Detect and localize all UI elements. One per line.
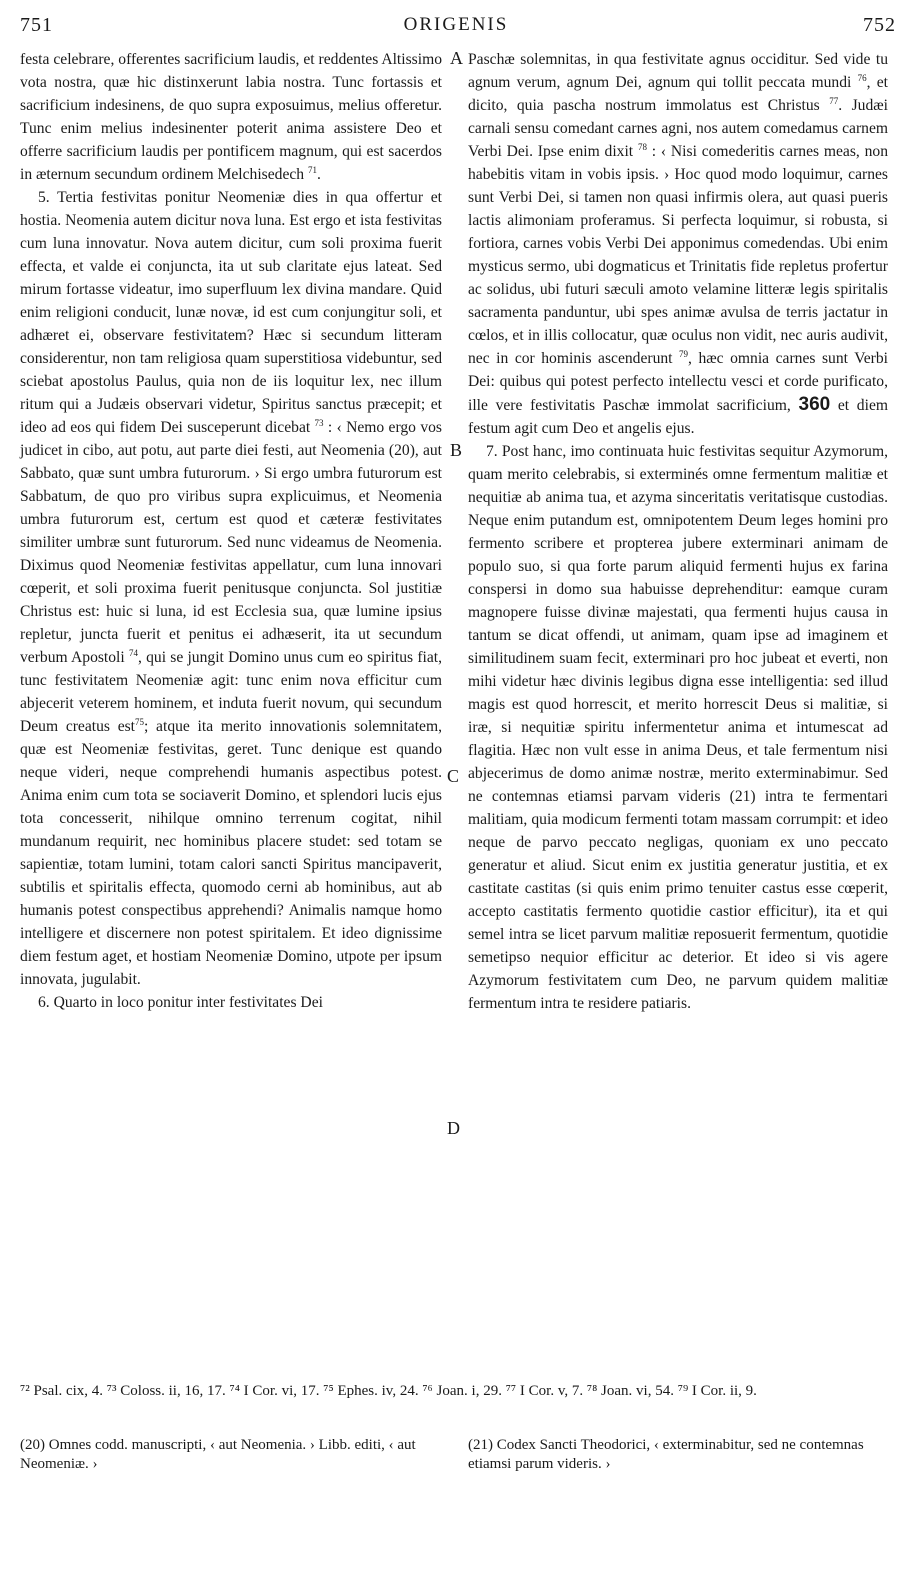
paragraph-6: 6. Quarto in loco ponitur inter festivitates Dei [38,994,323,1011]
note-21: (21) Codex Sancti Theodorici, ‹ exterminabitur, sed ne contemnas etiamsi parum videris. › [468,1437,864,1472]
footnote-ref: 76 [857,72,867,83]
column-number: 360 [798,394,831,415]
right-column [468,48,888,1015]
text-span: Paschæ solemnitas, in qua festivitate agnus occiditur. Sed vide tu agnum verum, agnum Dei, agnum qui tollit peccata mundi [468,51,888,91]
text-span: : ‹ Nemo ergo vos judicet in cibo, aut potu, aut parte diei festi, aut Neomenia (20), aut Sabbato, quæ sunt umbra futurorum. › Si ergo umbra futurorum est Sabbatum, de quo pro viribus supra explicuimus, et Neomenia umbra futurorum est, certum est quod et cæteræ festivitates similiter umbræ sunt futurorum. Sed nunc videamus de Neomenia. Diximus quod Neomeniæ festivitas appellatur, cum luna innovari cœperit, et soli proxima fuerit penitusque conjuncta. Sol justitiæ Christus est: huic si luna, id est Ecclesia sua, quæ lumine ipsius repletur, juncta fuerit et penitus ei adhæserit, ita ut secundum verbum Apostoli [20,419,442,666]
text-span: ; atque ita merito innovationis solemnitatem, quæ est Neomeniæ festivitas, geret. Tunc denique est quando neque videri, neque comprehendi humanis aspectibus potest. Anima enim cum tota se sociaverit Domino, et splendori lucis ejus tota concesserit, nihilque omnino terrenum cogitat, nihil mundanum requirit, nec hominibus placere studet: sed totam se sapientiæ, totam lumini, totam calori sancti Spiritus mancipaverit, subtilis et spiritalis effecta, quomodo cerni ab hominibus, aut ab humanis potest conspectibus apprehendi? Animalis namque homo intelligere et discernere non potest spiritalem. Et ideo dignissime diem festum aget, et hostiam Neomeniæ Domino, utpote per ipsum innovata, jugulabit. [20,718,442,988]
footnote-ref: 74 [128,647,138,658]
footnote-ref: 78 [637,141,647,152]
text-span: : ‹ Nisi comederitis carnes meas, non habebitis vitam in vobis ipsis. › Hoc quod modo loquimur, carnes sunt Verbi Dei, si tamen non quasi infirmis olera, aut quasi pueris lactis alimoniam proferamus. Si perfecta loquimur, si robusta, si fortiora, carnes vobis Verbi Dei apponimus comedendas. Ubi enim mysticus sermo, ubi dogmaticus et Trinitatis fide repletus profertur ac solidus, ubi futuri sæculi amoto velamine litteræ legis spiritalis sacramenta panduntur, ubi spes animæ avulsa de terris jactatur in cœlos, et in illis collocatur, quæ oculus non vidit, nec auris audivit, nec in cor hominis ascenderunt [468,143,889,367]
text-span: , hæc omnia carnes sunt Verbi Dei: quibus qui potest perfecto intellectu vesci et corde purificato, ille vere festivitatis Paschæ immolat sacrificium, [468,350,888,414]
margin-letter-d: D [447,1118,460,1138]
paragraph-7: 7. Post hanc, imo continuata huic festivitas sequitur Azymorum, quam merito celebrabis, si exterminés omne fermentum malitiæ et nequitiæ ab anima tua, et azyma sinceritatis veritatisque custodias. Neque enim putandum est, omnipotentem Deum leges homini pro fermento scribere et propterea jubere exterminari animam de populo suo, si qua forte parum aliquid fermenti hujus ex farina conspersi in domo sua habuisse deprehenditur: eamque curam magnopere fuisse divinæ majestati, qua fermenti hujus causa in tantum se dicat offendi, ut animam, quam ipse ad imaginem et similitudinem suam fecit, exterminari pro hoc jubeat et everti, non mihi videtur hæc divinis legibus digna esse intelligentia: sed illud magis est quod horrescit, et merito horrescit Deus si malitiæ, si iræ, si nequitiæ spiritu infermentetur anima et intumescat ad flagitia. Hæc non vult esse in anima Deus, et tale fermentum nisi abjecerimus de domo animæ nostræ, merito exterminabimur. Sed ne contemnas etiamsi parvam videris (21) intra te fermentari malitiam, quia modicum fermenti totam massam corrumpit: et ideo neque de parvo peccato negligas, quoniam ex uno peccato generatur et aliud. Sicut enim ex justitia generatur justitia, et ex castitate castitas (si quis enim primo tenuiter castus esse cœperit, accepto castitatis fermento quotidie castior efficitur), ita et qui semel intra se licet parvum malitiæ reposuerit fermentum, quotidie semetipso nequior efficitur ac deterior. Et ideo si vis agere Azymorum festivitatem cum Deo, ne parvum quidem malitiæ fermentum intra te residere patiaris. [468,443,888,1012]
footnote-ref: 79 [679,348,689,359]
margin-letter-c: C [447,766,460,786]
text-span: 5. Tertia festivitas ponitur Neomeniæ dies in qua offertur et hostia. Neomenia autem dicitur nova luna. Est ergo et ista festivitas cum luna innovatur. Nova autem dicitur, cum soli proxima fuerit effecta, et valde ei conjuncta, ita ut sub claritate ejus lateat. Sed mirum fortasse videatur, imo superfluum lex divina mandare. Quid enim religioni conducit, lunæ novæ, id est cum conjungitur soli, et adhæret ei, observare festivitatem? Hæc si secundum litteram considerentur, non tam religiosa quam superstitiosa videbuntur, sed sciebat apostolus Paulus, quia non de iis loquitur lex, nec illum ritum qui a Judæis observari videtur, Spiritus sanctus præcepit; et ideo ad eos qui fidem Dei susceperunt dicebat [20,189,442,436]
text-span: et diem festum agit cum Deo et angelis ejus. [468,397,888,437]
editorial-notes [20,1436,888,1474]
margin-letter-a: A [450,48,463,68]
page-number-left: 751 [20,14,53,36]
footnote-ref: 75 [135,716,145,727]
text-span: festa celebrare, offerentes sacrificium laudis, et reddentes Altissimo vota nostra, quæ hic distinxerunt labia nostra. Tunc fortassis et sacrificium indesinens, de quo supra exposuimus, melius offeretur. Tunc enim melius indesinenter poterit anima assistere Deo et offerre sacrificium laudis per pontificem magnum, qui est sacerdos in æternum secundum ordinem Melchisedech [20,51,442,183]
paragraph-continuation-right [468,48,888,440]
left-column [20,48,442,1014]
footnote-ref: 77 [829,95,839,106]
paragraph-continuation: festa celebrare, offerentes sacrificium laudis, et reddentes Altissimo vota nostra, quæ hic distinxerunt labia nostra. Tunc fortassis et sacrificium indesinens, de quo supra exposuimus, melius offeretur. Tunc enim melius indesinenter poterit anima assistere Deo et offerre sacrificium laudis per pontificem magnum, qui est sacerdos in æternum secundum ordinem Melchisedech $^{71}$. [20,51,442,183]
margin-letter-b: B [450,440,463,460]
paragraph-5 [20,186,442,991]
page-number-right: 752 [863,14,896,36]
text-span: . Judæi carnali sensu comedant carnes agni, nos autem comedamus carnem Verbi Dei. Ipse enim dixit [468,97,888,160]
text-span: , et dicito, quia pascha nostrum immolatus est Christus [468,74,888,114]
note-20: (20) Omnes codd. manuscripti, ‹ aut Neomenia. › Libb. editi, ‹ aut Neomeniæ. › [20,1437,416,1472]
running-title: ORIGENIS [403,14,509,35]
footnote-ref: 71 [308,164,317,175]
footnote-ref: 73 [314,417,324,428]
footnote-references: ⁷² Psal. cix, 4. ⁷³ Coloss. ii, 16, 17. ⁷⁴ I Cor. vi, 17. ⁷⁵ Ephes. iv, 24. ⁷⁶ Joan. i, 29. ⁷⁷ I Cor. v, 7. ⁷⁸ Joan. vi, 54. ⁷⁹ I Cor. ii, 9. [20,1383,757,1399]
text-span: , qui se jungit Domino unus cum eo spiritus fiat, tunc festivitatem Neomeniæ agit: tunc enim nova efficitur cum abjecerit veterem hominem, et induta fuerit novum, qui secundum Deum creatus est [20,649,442,735]
